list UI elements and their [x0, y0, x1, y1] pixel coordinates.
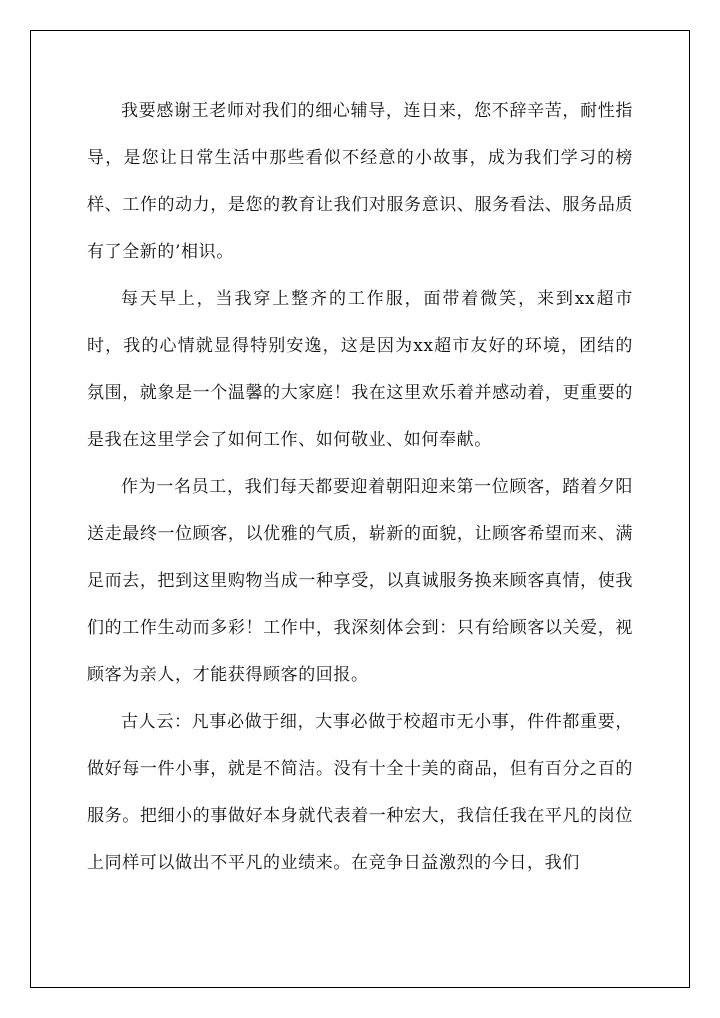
paragraph-2: 每天早上，当我穿上整齐的工作服，面带着微笑，来到xx超市时，我的心情就显得特别安逸，这是因为xx超市友好的环境，团结的氛围，就象是一个温馨的大家庭！我在这里欢乐着并感动着，更重要的是我在这里学会了如何工作、如何敬业、如何奉献。	[87, 289, 633, 450]
paragraph-4: 古人云：凡事必做于细，大事必做于校超市无小事，件件都重要，做好每一件小事，就是不简洁。没有十全十美的商品，但有百分之百的服务。把细小的事做好本身就代表着一种宏大，我信任我在平凡的岗位上同样可以做出不平凡的业绩来。在竞争日益激烈的今日，我们	[87, 712, 633, 873]
paragraph-1: 我要感谢王老师对我们的细心辅导，连日来，您不辞辛苦，耐性指导，是您让日常生活中那些看似不经意的小故事，成为我们学习的榜样、工作的动力，是您的教育让我们对服务意识、服务看法、服务品质有了全新的’相识。	[87, 101, 633, 262]
document-body	[87, 88, 633, 887]
paragraph-3: 作为一名员工，我们每天都要迎着朝阳迎来第一位顾客，踏着夕阳送走最终一位顾客，以优雅的气质，崭新的面貌，让顾客希望而来、满足而去，把到这里购物当成一种享受，以真诚服务换来顾客真情，使我们的工作生动而多彩！工作中，我深刻体会到：只有给顾客以关爱，视顾客为亲人，才能获得顾客的回报。	[87, 477, 633, 685]
